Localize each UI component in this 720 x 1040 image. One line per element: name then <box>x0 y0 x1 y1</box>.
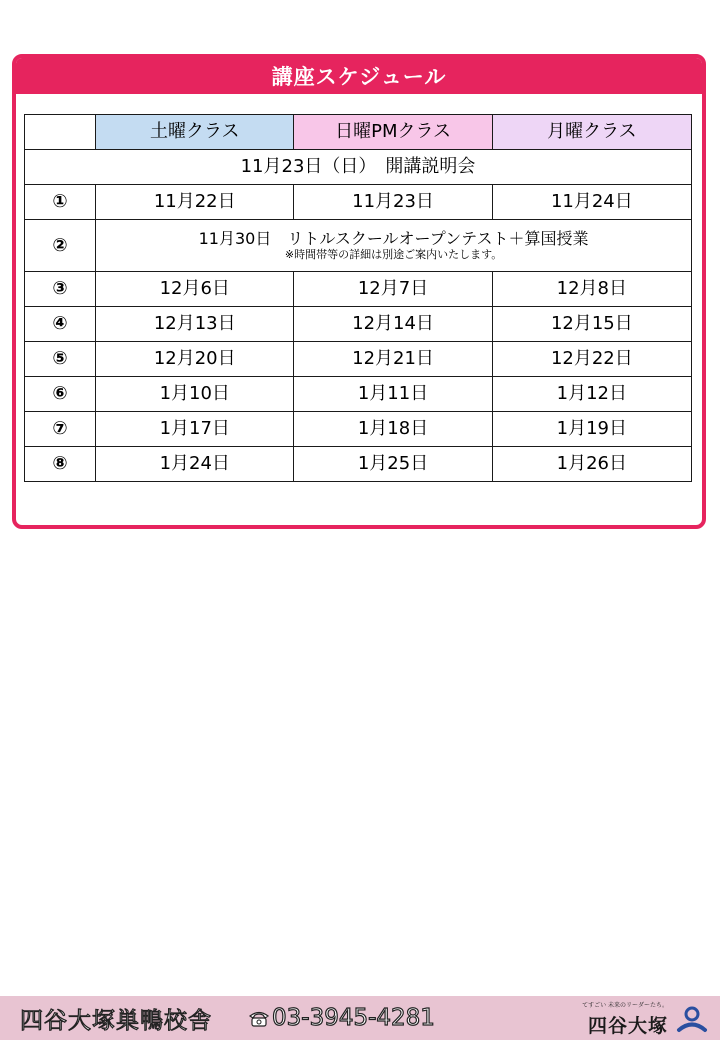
date-cell: 1月11日 <box>294 377 492 412</box>
session-number: ① <box>25 185 96 220</box>
date-cell: 12月21日 <box>294 342 492 377</box>
date-cell: 12月13日 <box>96 307 294 342</box>
table-row <box>25 185 692 220</box>
date-cell: 1月24日 <box>96 447 294 482</box>
brand-name: 四谷大塚 <box>587 1015 668 1037</box>
brand-block <box>558 999 708 1037</box>
brand-tagline: てすごい 未来のリーダーたち。 <box>582 1002 668 1009</box>
table-header-row <box>25 115 692 150</box>
session-number: ⑥ <box>25 377 96 412</box>
table-row <box>25 342 692 377</box>
header-blank-cell <box>25 115 96 150</box>
session-number: ⑧ <box>25 447 96 482</box>
date-cell: 12月14日 <box>294 307 492 342</box>
date-cell: 1月18日 <box>294 412 492 447</box>
open-test-subnote: ※時間帯等の詳細は別途ご案内いたします。 <box>284 248 503 262</box>
yotsuya-otsuka-logo-icon <box>676 1005 708 1035</box>
telephone-icon <box>248 1009 270 1027</box>
session-number: ⑤ <box>25 342 96 377</box>
date-cell: 12月22日 <box>492 342 691 377</box>
schedule-table <box>24 114 692 482</box>
date-cell: 12月15日 <box>492 307 691 342</box>
open-test-cell <box>96 220 692 272</box>
date-cell: 12月8日 <box>492 272 691 307</box>
date-cell: 1月26日 <box>492 447 691 482</box>
date-cell: 12月7日 <box>294 272 492 307</box>
session-number: ③ <box>25 272 96 307</box>
date-cell: 1月19日 <box>492 412 691 447</box>
date-cell: 1月17日 <box>96 412 294 447</box>
date-cell: 1月10日 <box>96 377 294 412</box>
school-name: 四谷大塚巣鴨校舎 <box>20 1007 212 1034</box>
header-monday-class: 月曜クラス <box>492 115 691 150</box>
open-test-note: 11月30日 リトルスクールオープンテスト＋算国授業 <box>198 228 589 248</box>
session-number: ④ <box>25 307 96 342</box>
date-cell: 11月23日 <box>294 185 492 220</box>
header-saturday-class: 土曜クラス <box>96 115 294 150</box>
date-cell: 11月24日 <box>492 185 691 220</box>
table-row <box>25 307 692 342</box>
table-row <box>25 377 692 412</box>
date-cell: 12月6日 <box>96 272 294 307</box>
table-row <box>25 220 692 272</box>
opening-event-row <box>25 150 692 185</box>
header-sunday-pm-class: 日曜PMクラス <box>294 115 492 150</box>
table-row <box>25 447 692 482</box>
session-number: ⑦ <box>25 412 96 447</box>
date-cell: 1月12日 <box>492 377 691 412</box>
date-cell: 1月25日 <box>294 447 492 482</box>
schedule-title: 講座スケジュール <box>16 58 702 94</box>
opening-event-cell: 11月23日（日） 開講説明会 <box>25 150 692 185</box>
date-cell: 12月20日 <box>96 342 294 377</box>
date-cell: 11月22日 <box>96 185 294 220</box>
phone-number-text: 03-3945-4281 <box>272 1005 435 1031</box>
table-row <box>25 272 692 307</box>
session-number: ② <box>25 220 96 272</box>
schedule-panel <box>12 54 706 529</box>
footer-bar <box>0 996 720 1040</box>
phone-number <box>248 1005 435 1031</box>
table-row <box>25 412 692 447</box>
